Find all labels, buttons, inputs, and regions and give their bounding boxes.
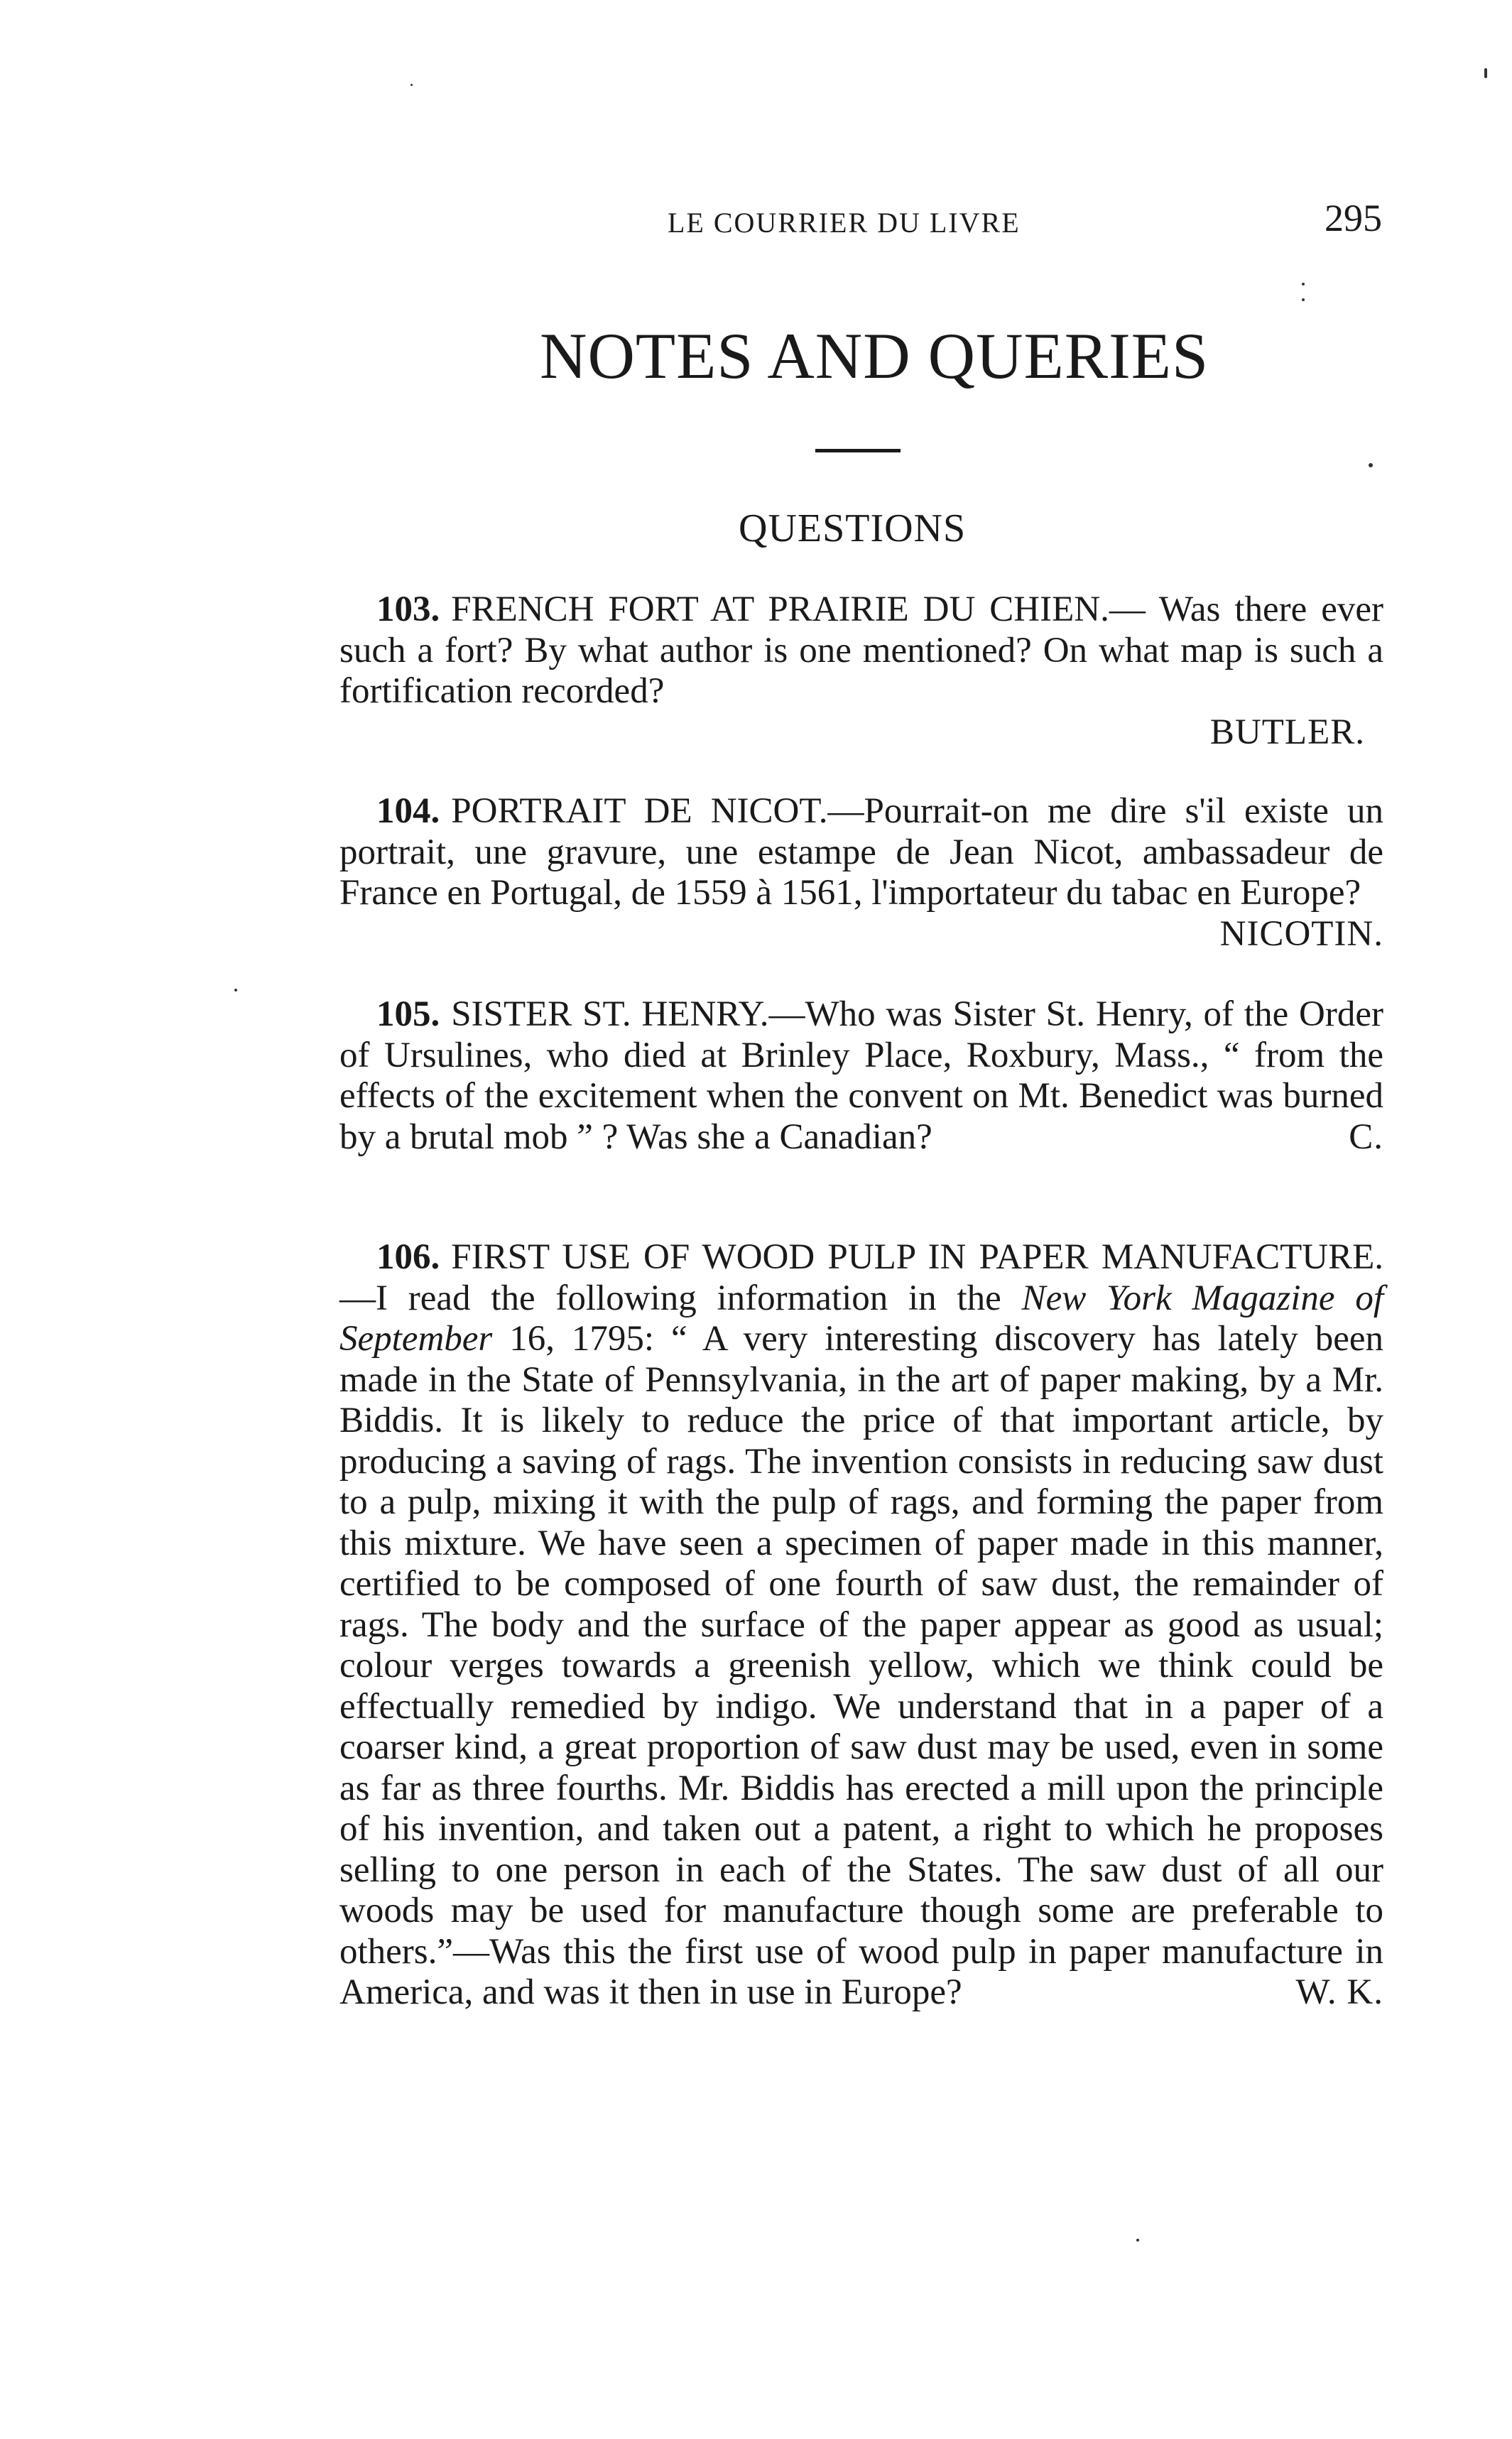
- query-body-part: 16, 1795: “ A very interesting discovery has lately been made in the State of Pennsylvania, in the art of paper making, by a Mr. Biddis. It is likely to reduce the price of that important article, by producing a saving of rags. The invention consists in reducing saw dust to a pulp, mixing it with the pulp of rags, and forming the paper from this mixture. We have seen a specimen of paper made in this manner, certified to be composed of one fourth of saw dust, the remainder of rags. The body and the surface of the paper appear as good as usual; colour verges towards a greenish yellow, which we think could be effectually remedied by indigo. We understand that in a paper of a coarser kind, a great proportion of saw dust may be used, even in some as far as three fourths. Mr. Biddis has erected a mill upon the principle of his invention, and taken out a patent, a right to which he proposes selling to one person in each of the States. The saw dust of all our woods may be used for manufacture though some are preferable to others.”—Was this the first use of wood pulp in paper manufacture in America, and was it then in use in Europe?: [339, 1319, 1384, 2012]
- print-speck: [1369, 463, 1373, 467]
- query-signature: C.: [1349, 1117, 1383, 1157]
- print-speck: [410, 84, 413, 86]
- query-signature: BUTLER.: [1209, 712, 1365, 752]
- query-body: SISTER ST. HENRY.—Who was Sister St. Henry, of the Order of Ursulines, who died at Brinley Place, Roxbury, Mass., “ from the effects of the excitement when the convent on Mt. Benedict was burned by a brutal mob ” ? Was she a Canadian?: [339, 994, 1383, 1157]
- print-speck: [1302, 298, 1305, 301]
- page-title: NOTES AND QUERIES: [540, 320, 1209, 392]
- query-number: 104.: [376, 791, 440, 831]
- print-speck: [1484, 68, 1487, 78]
- title-rule: [815, 449, 901, 452]
- query-106: [339, 1237, 1383, 2014]
- query-body-part: FIRST USE OF WOOD PULP IN PAPER MANUFACTURE.—I read the following information in the: [339, 1237, 1383, 1318]
- query-number: 103.: [376, 590, 440, 629]
- magazine-title: New York Magazine of September: [339, 1278, 1384, 1359]
- query-signature: W. K.: [1295, 1972, 1383, 2012]
- query-body: FRENCH FORT AT PRAIRIE DU CHIEN.— Was there ever such a fort? By what author is one mentioned? On what map is such a fortification recorded?: [339, 590, 1383, 711]
- query-body: PORTRAIT DE NICOT.—Pourrait-on me dire s'il existe un portrait, une gravure, une estampe de Jean Nicot, ambassadeur de France en Portugal, de 1559 à 1561, l'importateur du tabac en Europe?: [339, 791, 1383, 913]
- page-number: 295: [1325, 197, 1382, 239]
- query-signature: NICOTIN.: [1219, 913, 1383, 954]
- print-speck: [234, 989, 237, 992]
- print-speck: [1136, 2239, 1139, 2242]
- query-104: [339, 791, 1383, 955]
- query-103: [339, 590, 1383, 753]
- query-number: 106.: [376, 1237, 440, 1277]
- section-heading: QUESTIONS: [739, 506, 967, 550]
- query-number: 105.: [376, 994, 440, 1034]
- running-head: LE COURRIER DU LIVRE: [668, 207, 1021, 239]
- query-105: [339, 994, 1383, 1158]
- print-speck: [1302, 283, 1305, 286]
